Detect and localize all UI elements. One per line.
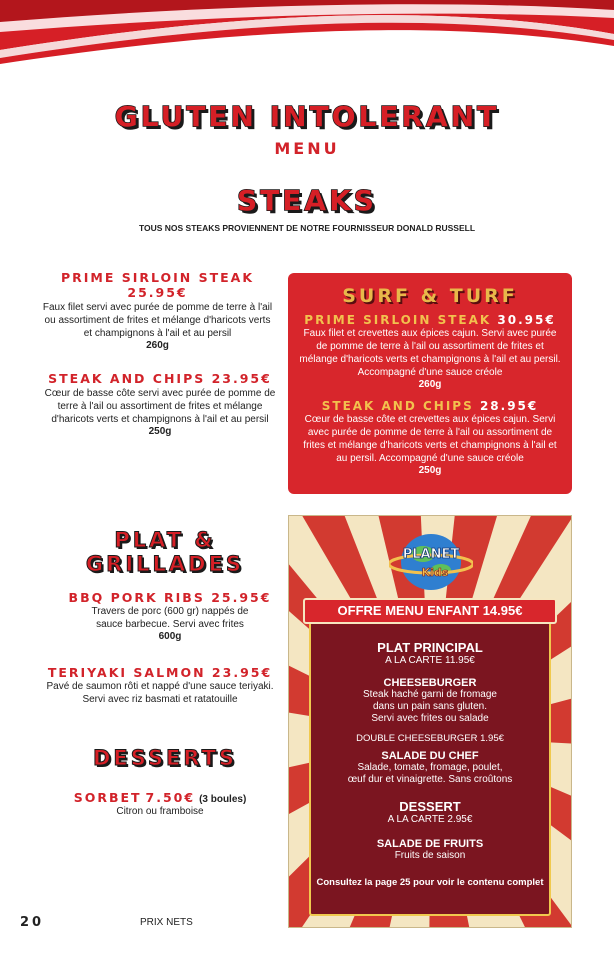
kids-plat-price: A LA CARTE 11.95€ [385, 655, 475, 666]
kids-dessert-title: DESSERT [399, 799, 461, 814]
item-name-price: TERIYAKI SALMON 23.95€ [47, 665, 273, 680]
item-description: Cœur de basse côte servi avec purée de pomme de terre à l'ail ou assortiment de frites et mélange d'haricots verts et champignons à l'ail et au persil [44, 388, 276, 425]
item-description: Citron ou framboise [116, 806, 204, 817]
item-name-price: BBQ PORK RIBS 25.95€ [68, 590, 272, 605]
surf-item-description: Cœur de basse côte et crevettes aux épices cajun. Servi avec purée de pomme de terre à l'ail ou assortiment de frites et mélange d'haricots verts et champignons à l'ail et au persil. Accompagné d'une sauce créole [303, 414, 557, 464]
kids-footer-note: Consultez la page 25 pour voir le contenu complet [316, 877, 544, 888]
kids-salade-desc: Salade, tomate, fromage, poulet, [357, 762, 503, 773]
item-description: Pavé de saumon rôti et nappé d'une sauce teriyaki. Servi avec riz basmati et ratatouille [46, 681, 274, 705]
item-description: Travers de porc (600 gr) nappés de sauce barbecue. Servi avec frites [91, 606, 249, 630]
page-subtitle: MENU [274, 139, 340, 158]
top-wave-decoration [0, 0, 614, 70]
surf-and-turf-panel [288, 273, 572, 494]
item-price: 25.95€ [127, 285, 188, 300]
desserts-title: DESSERTS [92, 746, 238, 770]
steaks-supplier-note: TOUS NOS STEAKS PROVIENNENT DE NOTRE FOURNISSEUR DONALD RUSSELL [138, 223, 476, 233]
svg-text:Kids: Kids [421, 566, 449, 579]
planet-kids-logo [389, 524, 473, 598]
plats-title: PLAT & GRILLADES [85, 528, 245, 576]
surf-item-weight: 250g [418, 465, 442, 476]
page-number: 20 [20, 915, 45, 930]
surf-item-name-price: PRIME SIRLOIN STEAK 30.95€ [304, 313, 556, 327]
kids-salade-title: SALADE DU CHEF [381, 750, 479, 762]
surf-item-weight: 260g [418, 379, 442, 390]
surf-item-description: Faux filet et crevettes aux épices cajun. Servi avec purée de pomme de terre à l'ail ou assortiment de frites et mélange d'haricots verts et champignons à l'ail et au persil. Accompagné d'une sauce créole [299, 328, 561, 378]
kids-burger-title: CHEESEBURGER [383, 677, 477, 689]
kids-burger-desc: Servi avec frites ou salade [371, 713, 489, 724]
menu-item-bbq-pork-ribs [50, 590, 290, 642]
kids-fruits-desc: Fruits de saison [394, 850, 466, 861]
item-weight: 600g [158, 631, 182, 642]
steaks-title: STEAKS [237, 184, 377, 217]
kids-double-burger: DOUBLE CHEESEBURGER 1.95€ [356, 733, 504, 744]
item-name-price: STEAK AND CHIPS 23.95€ [48, 371, 272, 386]
kids-salade-desc: œuf dur et vinaigrette. Sans croûtons [347, 774, 513, 785]
page-title: GLUTEN INTOLERANT [114, 100, 500, 133]
kids-burger-desc: Steak haché garni de fromage [363, 689, 497, 700]
menu-item-sorbet [40, 790, 280, 818]
menu-item-steak-and-chips [40, 371, 280, 437]
item-weight: 250g [148, 426, 172, 437]
item-description: Faux filet servi avec purée de pomme de terre à l'ail ou assortiment de frites et mélange d'haricots verts et champignons à l'ail et au persil [42, 302, 273, 339]
kids-menu-panel [288, 515, 572, 928]
menu-item-teriyaki-salmon [40, 665, 280, 706]
menu-item-prime-sirloin [40, 270, 275, 351]
prix-nets-note: PRIX NETS [140, 917, 193, 928]
surf-item-name-price: STEAK AND CHIPS 28.95€ [321, 399, 539, 413]
item-name-price: SORBET 7.50€ (3 boules) [73, 790, 247, 805]
svg-text:PLANET: PLANET [402, 547, 460, 562]
kids-dessert-price: A LA CARTE 2.95€ [387, 814, 473, 825]
kids-offer-banner: OFFRE MENU ENFANT 14.95€ [303, 598, 557, 624]
item-weight: 260g [146, 340, 169, 351]
kids-burger-desc: dans un pain sans gluten. [373, 701, 487, 712]
kids-menu-content [309, 612, 551, 916]
item-name: PRIME SIRLOIN STEAK [60, 270, 255, 285]
kids-plat-title: PLAT PRINCIPAL [377, 640, 483, 655]
kids-fruits-title: SALADE DE FRUITS [376, 838, 484, 850]
surf-turf-title: SURF & TURF [342, 285, 518, 307]
